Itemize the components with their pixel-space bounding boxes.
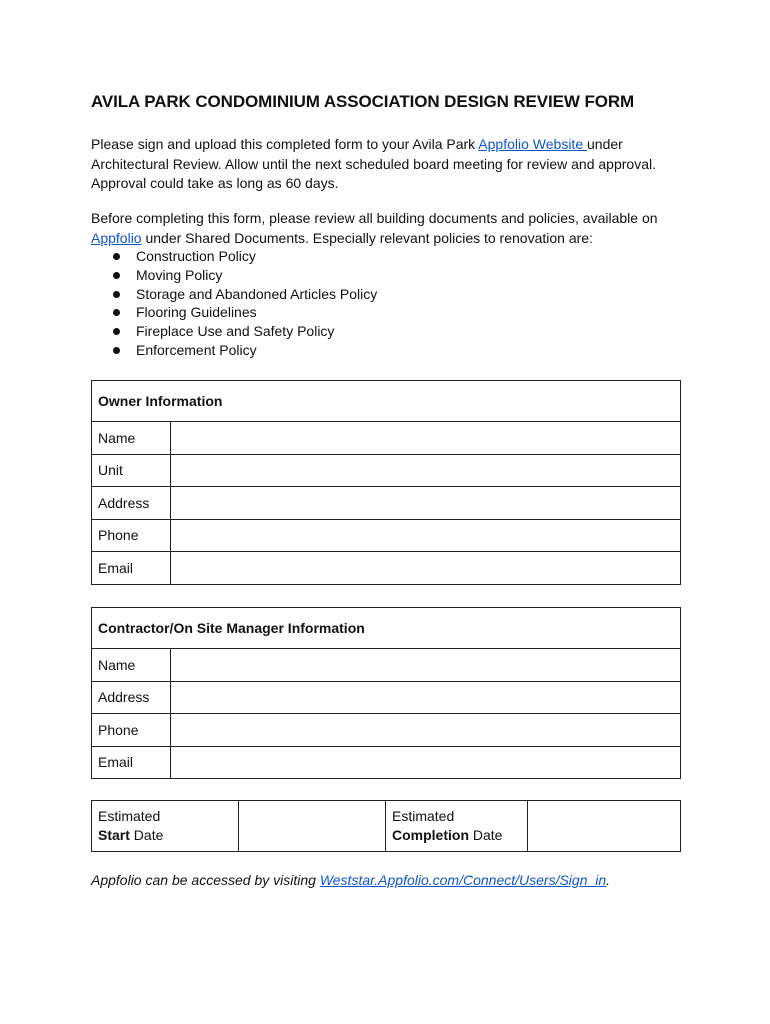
review-paragraph bbox=[91, 209, 691, 248]
owner-email-label: Email bbox=[92, 552, 171, 585]
intro-text-1: Please sign and upload this completed form to your Avila Park bbox=[91, 136, 479, 152]
intro-paragraph bbox=[91, 135, 691, 194]
appfolio-website-link[interactable]: Appfolio Website bbox=[478, 136, 587, 152]
footer-end: . bbox=[606, 872, 611, 888]
start-date-text: Date bbox=[129, 827, 164, 843]
owner-address-field[interactable] bbox=[171, 487, 681, 520]
contractor-information-table bbox=[91, 607, 681, 779]
contractor-information-header: Contractor/On Site Manager Information bbox=[92, 608, 681, 649]
review-text-1: Before completing this form, please review all building documents and policies, available on bbox=[91, 210, 658, 226]
owner-phone-field[interactable] bbox=[171, 519, 681, 552]
completion-bold-text: Completion bbox=[392, 827, 469, 843]
contractor-phone-field[interactable] bbox=[171, 714, 681, 747]
completion-estimated-text: Estimated bbox=[392, 808, 455, 824]
weststar-login-link[interactable]: Weststar.Appfolio.com/Connect/Users/Sign_in bbox=[319, 872, 607, 888]
policy-item: Moving Policy bbox=[91, 266, 377, 285]
owner-name-field[interactable] bbox=[171, 422, 681, 455]
dates-table bbox=[91, 800, 681, 852]
start-date-field[interactable] bbox=[239, 801, 386, 852]
policy-item: Storage and Abandoned Articles Policy bbox=[91, 285, 377, 304]
start-date-label bbox=[92, 801, 239, 852]
policy-item: Flooring Guidelines bbox=[91, 303, 377, 322]
completion-date-text: Date bbox=[469, 827, 503, 843]
owner-unit-label: Unit bbox=[92, 454, 171, 487]
policy-list bbox=[91, 247, 377, 360]
intro-text-2: under Architectural Review. Allow until the next scheduled board meeting for review and approval. Approval could take as long as 60 days. bbox=[91, 136, 656, 191]
owner-information-table bbox=[91, 380, 681, 585]
owner-information-header: Owner Information bbox=[92, 381, 681, 422]
footer-note bbox=[91, 872, 610, 888]
owner-phone-label: Phone bbox=[92, 519, 171, 552]
policy-item: Construction Policy bbox=[91, 247, 377, 266]
start-bold-text: Start bbox=[98, 827, 130, 843]
contractor-phone-label: Phone bbox=[92, 714, 171, 747]
owner-name-label: Name bbox=[92, 422, 171, 455]
contractor-address-label: Address bbox=[92, 681, 171, 714]
contractor-email-label: Email bbox=[92, 746, 171, 779]
contractor-name-field[interactable] bbox=[171, 649, 681, 682]
policy-item: Enforcement Policy bbox=[91, 341, 377, 360]
owner-address-label: Address bbox=[92, 487, 171, 520]
policy-item: Fireplace Use and Safety Policy bbox=[91, 322, 377, 341]
start-estimated-text: Estimated bbox=[98, 808, 161, 824]
contractor-name-label: Name bbox=[92, 649, 171, 682]
review-text-2: under Shared Documents. Especially relevant policies to renovation are: bbox=[141, 229, 593, 246]
owner-unit-field[interactable] bbox=[171, 454, 681, 487]
appfolio-link[interactable]: Appfolio bbox=[91, 229, 142, 246]
completion-date-label bbox=[386, 801, 528, 852]
form-title: AVILA PARK CONDOMINIUM ASSOCIATION DESIGN REVIEW FORM bbox=[91, 92, 635, 111]
contractor-address-field[interactable] bbox=[171, 681, 681, 714]
owner-email-field[interactable] bbox=[171, 552, 681, 585]
contractor-email-field[interactable] bbox=[171, 746, 681, 779]
completion-date-field[interactable] bbox=[528, 801, 681, 852]
footer-text: Appfolio can be accessed by visiting bbox=[91, 872, 320, 888]
